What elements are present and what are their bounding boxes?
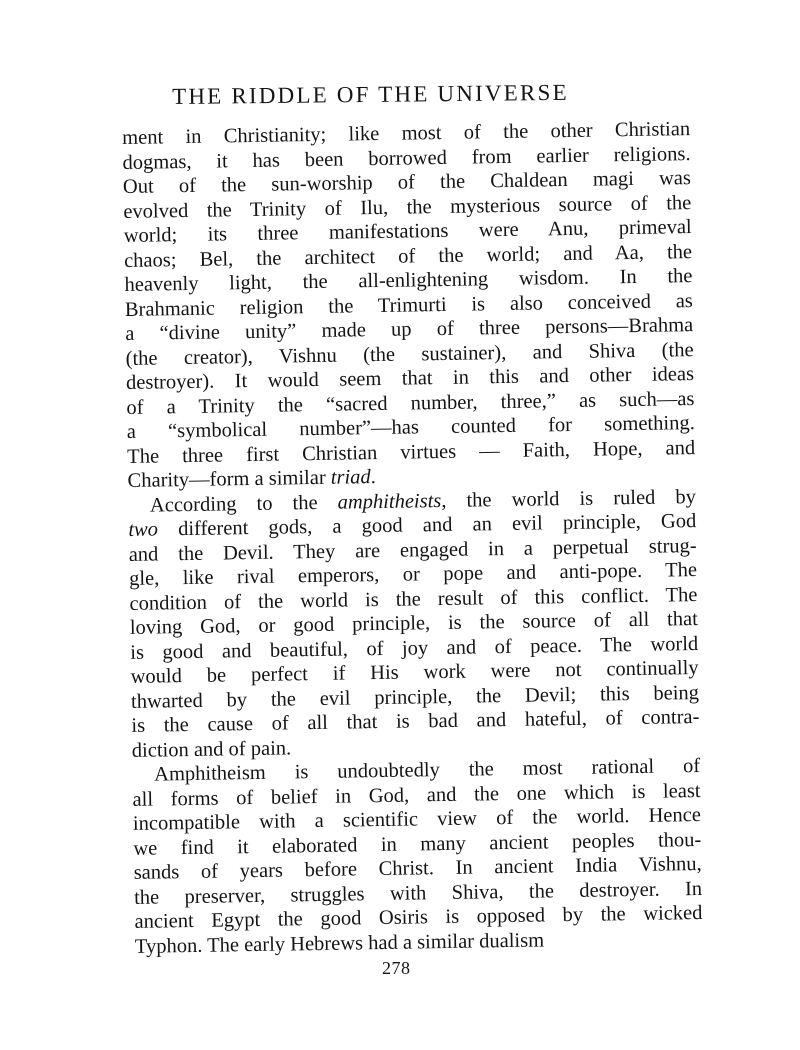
paragraph <box>132 754 703 959</box>
text-segment: Charity—form a similar <box>127 466 331 492</box>
text-segment: and the Devil. They are engaged in a perpetual strug- <box>128 534 697 566</box>
text-segment: According to the <box>149 491 338 517</box>
text-segment: thwarted by the evil principle, the Devil; this being <box>130 681 700 713</box>
text-segment: a “symbolical number”—has counted for something. <box>126 412 695 443</box>
text-segment: of a Trinity the “sacred number, three,” as such—as <box>126 387 695 419</box>
text-segment: the preserver, struggles with Shiva, the destroyer. In <box>133 877 703 909</box>
text-segment: Typhon. The early Hebrews had a similar dualism <box>134 928 545 958</box>
text-segment: sands of years before Christ. In ancient India Vishnu, <box>133 852 702 884</box>
page-number: 278 <box>382 958 411 978</box>
text-segment: is good and beautiful, of joy and of peace. The world <box>130 632 699 664</box>
text-segment: Amphitheism is undoubtedly the most rational of <box>154 754 701 786</box>
running-head: THE RIDDLE OF THE UNIVERSE <box>172 79 569 109</box>
text-segment: different gods, a good and an evil principle, God <box>157 510 697 541</box>
italic-text: two <box>128 518 159 541</box>
text-segment: gle, like rival emperors, or pope and anti-pope. The <box>128 559 698 590</box>
text-segment: , the world is ruled by <box>441 485 697 512</box>
text-segment: loving God, or good principle, is the source of all that <box>129 608 698 639</box>
text-segment: condition of the world is the result of this conflict. The <box>129 583 698 615</box>
text-segment: The three first Christian virtues — Faith, Hope, and <box>127 436 696 468</box>
text-segment: . <box>370 466 376 489</box>
text-segment: incompatible with a scientific view of the world. Hence <box>132 803 702 835</box>
paragraph <box>122 117 696 493</box>
italic-text: amphitheists <box>337 489 442 514</box>
paragraph <box>128 485 700 763</box>
text-segment: a “divine unity” made up of three persons—Brahma <box>125 314 694 345</box>
text-segment: we find it elaborated in many ancient peoples thou- <box>133 828 702 860</box>
text-segment: ancient Egypt the good Osiris is opposed by the wicked <box>134 901 703 933</box>
text-segment: is the cause of all that is bad and hateful, of contra- <box>131 706 700 737</box>
text-segment: ment in Christianity; like most of the other Christian <box>122 118 691 149</box>
text-segment: all forms of belief in God, and the one which is least <box>132 779 701 811</box>
text-segment: world; its three manifestations were Anu, primeval <box>123 216 692 247</box>
text-segment: dogmas, it has been borrowed from earlier religions. <box>122 142 691 174</box>
text-segment: destroyer). It would seem that in this and other ideas <box>125 363 695 394</box>
italic-text: triad <box>330 466 371 489</box>
body-text <box>122 117 703 959</box>
text-segment: Brahmanic religion the Trimurti is also conceived as <box>124 289 693 321</box>
text-segment: (the creator), Vishnu (the sustainer), and Shiva (the <box>125 338 694 370</box>
text-segment: chaos; Bel, the architect of the world; and Aa, the <box>123 240 693 272</box>
text-segment: heavenly light, the all-enlightening wisdom. In the <box>124 265 693 296</box>
text-segment: evolved the Trinity of Ilu, the mysterious source of the <box>123 191 692 223</box>
text-segment: diction and of pain. <box>131 736 292 762</box>
text-segment: would be perfect if His work were not continually <box>130 657 699 688</box>
text-segment: Out of the sun-worship of the Chaldean magi was <box>122 167 692 198</box>
